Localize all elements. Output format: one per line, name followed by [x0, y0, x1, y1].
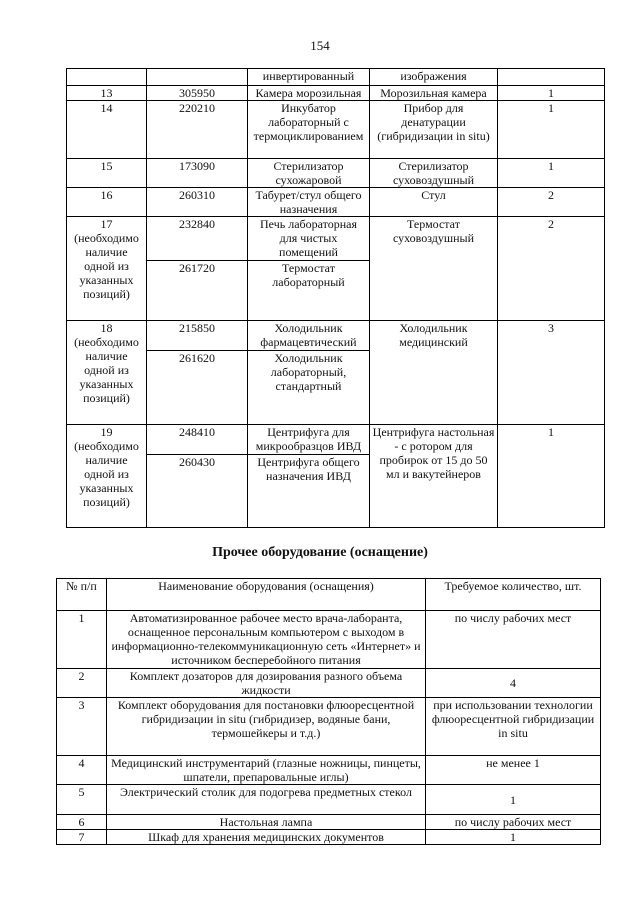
table-row [57, 698, 601, 756]
row-number: 18 (необходимо наличие одной из указанных позиций) [67, 321, 147, 425]
nomenclature-code: 220210 [147, 101, 248, 159]
nomenclature-name: Центрифуга для микрообразцов ИВД [248, 425, 370, 455]
nomenclature-code: 305950 [147, 86, 248, 101]
quantity: при использовании технологии флюоресцентной гибридизации in situ [426, 698, 601, 756]
row-number: 13 [67, 86, 147, 101]
row-number: 7 [57, 830, 107, 845]
nomenclature-code: 260430 [147, 455, 248, 528]
row-number: 4 [57, 756, 107, 785]
row-number: 15 [67, 159, 147, 188]
row-number: 14 [67, 101, 147, 159]
quantity: 2 [498, 217, 605, 321]
nomenclature-name: Стерилизатор сухожаровой [248, 159, 370, 188]
equipment-name: Шкаф для хранения медицинских документов [107, 830, 426, 845]
quantity: 2 [498, 188, 605, 217]
section-heading: Прочее оборудование (оснащение) [212, 545, 428, 560]
equipment-name: Морозильная камера [370, 86, 498, 101]
nomenclature-name: Холодильник фармацевтический [248, 321, 370, 351]
quantity: 4 [426, 669, 601, 698]
equipment-name: Автоматизированное рабочее место врача-лаборанта, оснащенное персональным компьютером с выходом в информационно-телекоммуникационную сеть «Интернет» и источником бесперебойного питания [107, 611, 426, 669]
nomenclature-code: 248410 [147, 425, 248, 455]
equipment-name: Термостат суховоздушный [370, 217, 498, 321]
row-number: 5 [57, 785, 107, 815]
equipment-name: Стул [370, 188, 498, 217]
quantity: по числу рабочих мест [426, 815, 601, 830]
equipment-name: Медицинский инструментарий (глазные ножницы, пинцеты, шпатели, препаровальные иглы) [107, 756, 426, 785]
equipment-name: Стерилизатор суховоздушный [370, 159, 498, 188]
row-number: 2 [57, 669, 107, 698]
row-number: 3 [57, 698, 107, 756]
table-cell: изображения [370, 69, 498, 86]
equipment-name: Комплект оборудования для постановки флюоресцентной гибридизации in situ (гибридизер, водяные бани, термошейкеры и т.д.) [107, 698, 426, 756]
column-header-number: № п/п [57, 579, 107, 611]
table-cell [67, 69, 147, 86]
row-number: 19 (необходимо наличие одной из указанных позиций) [67, 425, 147, 528]
column-header-name: Наименование оборудования (оснащения) [107, 579, 426, 611]
nomenclature-name: Инкубатор лабораторный с термоциклированием [248, 101, 370, 159]
table-row [67, 188, 605, 217]
equipment-name: Холодильник медицинский [370, 321, 498, 425]
nomenclature-code: 173090 [147, 159, 248, 188]
quantity: не менее 1 [426, 756, 601, 785]
table-row [67, 321, 605, 351]
nomenclature-name: Печь лабораторная для чистых помещений [248, 217, 370, 261]
nomenclature-name: Табурет/стул общего назначения [248, 188, 370, 217]
quantity: 3 [498, 321, 605, 425]
table-row [57, 756, 601, 785]
quantity: 1 [426, 785, 601, 815]
table-row [57, 785, 601, 815]
nomenclature-name: Холодильник лабораторный, стандартный [248, 351, 370, 425]
quantity: 1 [498, 101, 605, 159]
nomenclature-name: Камера морозильная [248, 86, 370, 101]
table-cell: инвертированный [248, 69, 370, 86]
table-header-row [57, 579, 601, 611]
column-header-quantity: Требуемое количество, шт. [426, 579, 601, 611]
equipment-table [66, 68, 605, 528]
quantity: по числу рабочих мест [426, 611, 601, 669]
row-number: 16 [67, 188, 147, 217]
table-row [67, 101, 605, 159]
quantity: 1 [426, 830, 601, 845]
nomenclature-code: 260310 [147, 188, 248, 217]
table-row [67, 69, 605, 86]
other-equipment-table [56, 578, 601, 845]
quantity: 1 [498, 425, 605, 528]
nomenclature-code: 261720 [147, 261, 248, 321]
nomenclature-name: Центрифуга общего назначения ИВД [248, 455, 370, 528]
nomenclature-name: Термостат лабораторный [248, 261, 370, 321]
table-cell [147, 69, 248, 86]
equipment-name: Центрифуга настольная - с ротором для пробирок от 15 до 50 мл и вакутейнеров [370, 425, 498, 528]
page-number: 154 [310, 38, 330, 53]
table-row [67, 159, 605, 188]
equipment-name: Прибор для денатурации (гибридизации in situ) [370, 101, 498, 159]
table-row [67, 217, 605, 261]
table-row [67, 425, 605, 455]
equipment-name: Комплект дозаторов для дозирования разного объема жидкости [107, 669, 426, 698]
row-number: 6 [57, 815, 107, 830]
nomenclature-code: 261620 [147, 351, 248, 425]
nomenclature-code: 232840 [147, 217, 248, 261]
quantity: 1 [498, 86, 605, 101]
table-row [57, 669, 601, 698]
quantity: 1 [498, 159, 605, 188]
equipment-name: Настольная лампа [107, 815, 426, 830]
nomenclature-code: 215850 [147, 321, 248, 351]
row-number: 17 (необходимо наличие одной из указанных позиций) [67, 217, 147, 321]
table-row [57, 830, 601, 845]
table-row [67, 86, 605, 101]
table-cell [498, 69, 605, 86]
table-row [57, 611, 601, 669]
row-number: 1 [57, 611, 107, 669]
table-row [57, 815, 601, 830]
equipment-name: Электрический столик для подогрева предметных стекол [107, 785, 426, 815]
